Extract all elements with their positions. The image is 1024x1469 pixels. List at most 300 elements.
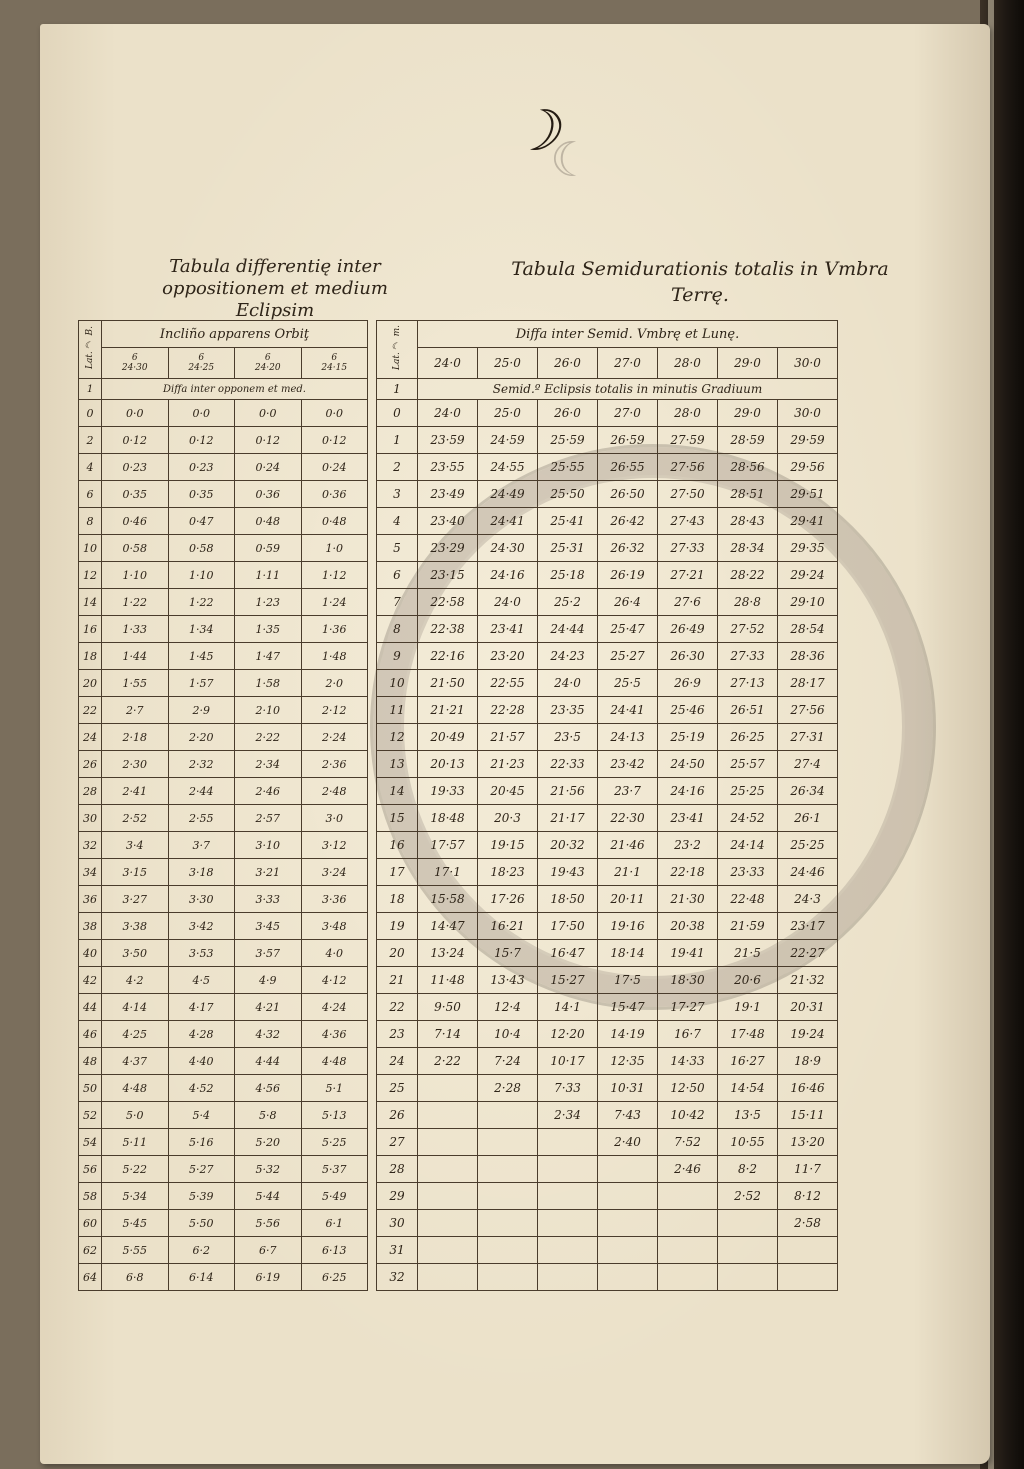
table-cell: 5·32: [235, 1156, 302, 1183]
table-cell: 25·46: [658, 697, 718, 724]
table-cell: 17·27: [658, 994, 718, 1021]
table-cell: 20·31: [778, 994, 838, 1021]
table-cell: 1·0: [301, 535, 368, 562]
table-row: [79, 616, 368, 643]
table-row: [377, 724, 838, 751]
table-cell: [598, 1210, 658, 1237]
table-row: [79, 1129, 368, 1156]
table-row: [377, 1129, 838, 1156]
row-latitude: 6: [79, 481, 102, 508]
table-cell: 2·48: [301, 778, 368, 805]
table-cell: 24·30: [478, 535, 538, 562]
column-header: 26·0: [538, 348, 598, 379]
table-cell: 19·1: [718, 994, 778, 1021]
row-latitude: 22: [377, 994, 418, 1021]
table-cell: 19·15: [478, 832, 538, 859]
row-latitude: 7: [377, 589, 418, 616]
table-cell: 21·21: [418, 697, 478, 724]
table-cell: 29·35: [778, 535, 838, 562]
table-cell: 25·55: [538, 454, 598, 481]
row-latitude: 34: [79, 859, 102, 886]
table-cell: 4·32: [235, 1021, 302, 1048]
table-cell: 26·51: [718, 697, 778, 724]
table-cell: 2·46: [658, 1156, 718, 1183]
row-latitude: 6: [377, 562, 418, 589]
row-latitude: 20: [79, 670, 102, 697]
table-cell: 20·49: [418, 724, 478, 751]
table-cell: 23·29: [418, 535, 478, 562]
moon-symbol: ☽: [510, 99, 561, 164]
table-cell: 7·33: [538, 1075, 598, 1102]
table-cell: 2·58: [778, 1210, 838, 1237]
table-cell: 25·47: [598, 616, 658, 643]
table-cell: 23·40: [418, 508, 478, 535]
table-cell: 13·24: [418, 940, 478, 967]
table-cell: 17·50: [538, 913, 598, 940]
table-cell: 5·39: [168, 1183, 235, 1210]
row-latitude: 8: [377, 616, 418, 643]
table-cell: 7·43: [598, 1102, 658, 1129]
row-latitude: 16: [79, 616, 102, 643]
table-row: [79, 1075, 368, 1102]
table-cell: [418, 1129, 478, 1156]
table-cell: 0·12: [168, 427, 235, 454]
table-cell: 2·10: [235, 697, 302, 724]
table-cell: 23·42: [598, 751, 658, 778]
table-cell: 25·31: [538, 535, 598, 562]
table-row: [79, 697, 368, 724]
table-cell: [718, 1210, 778, 1237]
table-cell: [658, 1264, 718, 1291]
table-cell: 1·35: [235, 616, 302, 643]
table-cell: 3·53: [168, 940, 235, 967]
table-cell: 20·32: [538, 832, 598, 859]
semiduration-table: [376, 320, 838, 1291]
table-cell: 20·11: [598, 886, 658, 913]
table-row: [79, 805, 368, 832]
table-cell: 29·10: [778, 589, 838, 616]
row-latitude: 9: [377, 643, 418, 670]
table-cell: 23·7: [598, 778, 658, 805]
row-latitude: 26: [377, 1102, 418, 1129]
table-cell: 27·0: [598, 400, 658, 427]
table-cell: 5·50: [168, 1210, 235, 1237]
table-cell: 10·4: [478, 1021, 538, 1048]
table-cell: 5·49: [301, 1183, 368, 1210]
table-cell: 10·17: [538, 1048, 598, 1075]
table-cell: 21·1: [598, 859, 658, 886]
table-cell: 14·54: [718, 1075, 778, 1102]
table-cell: [478, 1129, 538, 1156]
row-latitude: 4: [79, 454, 102, 481]
table-cell: 25·25: [718, 778, 778, 805]
row-latitude: 26: [79, 751, 102, 778]
table-cell: 4·36: [301, 1021, 368, 1048]
table-row: [377, 427, 838, 454]
table-row: [377, 913, 838, 940]
table-cell: 4·17: [168, 994, 235, 1021]
table-cell: 24·46: [778, 859, 838, 886]
row-latitude: 28: [79, 778, 102, 805]
table-cell: 28·43: [718, 508, 778, 535]
table-cell: 5·44: [235, 1183, 302, 1210]
table-cell: 18·50: [538, 886, 598, 913]
row-latitude: 10: [79, 535, 102, 562]
table-cell: 27·21: [658, 562, 718, 589]
table-cell: [538, 1129, 598, 1156]
table-cell: 5·11: [102, 1129, 169, 1156]
table-cell: 6·8: [102, 1264, 169, 1291]
table-cell: 23·41: [658, 805, 718, 832]
table-cell: 27·6: [658, 589, 718, 616]
column-header: [168, 348, 235, 379]
table-cell: 3·38: [102, 913, 169, 940]
table-row: [79, 508, 368, 535]
left-header-title: Incliño apparens Orbiţ: [102, 321, 368, 348]
row-latitude: 21: [377, 967, 418, 994]
table-cell: 5·37: [301, 1156, 368, 1183]
table-cell: [658, 1210, 718, 1237]
table-cell: 25·41: [538, 508, 598, 535]
table-cell: [538, 1264, 598, 1291]
table-cell: 2·57: [235, 805, 302, 832]
table-cell: 24·3: [778, 886, 838, 913]
table-cell: 3·7: [168, 832, 235, 859]
table-cell: 17·48: [718, 1021, 778, 1048]
table-cell: 24·0: [418, 400, 478, 427]
table-cell: 24·50: [658, 751, 718, 778]
table-cell: 17·26: [478, 886, 538, 913]
table-cell: [598, 1264, 658, 1291]
table-cell: 5·25: [301, 1129, 368, 1156]
table-row: [377, 643, 838, 670]
table-cell: 2·55: [168, 805, 235, 832]
left-subheader-label: Diffa inter opponem et med.: [102, 379, 368, 400]
table-cell: 4·28: [168, 1021, 235, 1048]
table-row: [377, 616, 838, 643]
table-cell: 26·9: [658, 670, 718, 697]
table-cell: 15·11: [778, 1102, 838, 1129]
table-cell: 28·17: [778, 670, 838, 697]
table-cell: 4·52: [168, 1075, 235, 1102]
row-latitude: 14: [377, 778, 418, 805]
table-cell: 5·1: [301, 1075, 368, 1102]
table-cell: 4·44: [235, 1048, 302, 1075]
table-cell: 2·22: [418, 1048, 478, 1075]
table-cell: 22·55: [478, 670, 538, 697]
table-cell: 18·9: [778, 1048, 838, 1075]
table-cell: 0·0: [235, 400, 302, 427]
table-cell: 21·30: [658, 886, 718, 913]
table-cell: 20·13: [418, 751, 478, 778]
table-cell: 2·7: [102, 697, 169, 724]
table-row: [377, 1075, 838, 1102]
table-cell: [418, 1237, 478, 1264]
table-row: [79, 778, 368, 805]
table-row: [377, 454, 838, 481]
table-cell: 4·40: [168, 1048, 235, 1075]
table-cell: 4·2: [102, 967, 169, 994]
table-cell: 1·22: [168, 589, 235, 616]
table-cell: 28·59: [718, 427, 778, 454]
table-cell: 19·16: [598, 913, 658, 940]
table-cell: 0·12: [235, 427, 302, 454]
table-row: [79, 859, 368, 886]
table-cell: 2·30: [102, 751, 169, 778]
table-cell: 1·47: [235, 643, 302, 670]
table-cell: [478, 1210, 538, 1237]
table-cell: 23·20: [478, 643, 538, 670]
table-cell: 27·59: [658, 427, 718, 454]
row-latitude: 54: [79, 1129, 102, 1156]
table-cell: 1·22: [102, 589, 169, 616]
table-cell: 28·36: [778, 643, 838, 670]
table-cell: 26·30: [658, 643, 718, 670]
table-cell: 24·23: [538, 643, 598, 670]
row-latitude: 5: [377, 535, 418, 562]
table-cell: 21·23: [478, 751, 538, 778]
table-row: [377, 778, 838, 805]
table-cell: 2·44: [168, 778, 235, 805]
table-cell: 6·7: [235, 1237, 302, 1264]
row-latitude: 50: [79, 1075, 102, 1102]
table-cell: 20·45: [478, 778, 538, 805]
table-cell: 13·20: [778, 1129, 838, 1156]
table-cell: 27·56: [658, 454, 718, 481]
table-cell: 0·12: [301, 427, 368, 454]
row-latitude: 19: [377, 913, 418, 940]
column-header-value: 6: [198, 353, 205, 363]
table-cell: 20·3: [478, 805, 538, 832]
table-cell: 12·20: [538, 1021, 598, 1048]
row-latitude: 31: [377, 1237, 418, 1264]
table-cell: 2·41: [102, 778, 169, 805]
column-header: 25·0: [478, 348, 538, 379]
column-header-value: 6: [131, 353, 138, 363]
table-cell: 5·34: [102, 1183, 169, 1210]
table-cell: 25·57: [718, 751, 778, 778]
right-header-title: Diffa inter Semid. Vmbrę et Lunę.: [418, 321, 838, 348]
table-cell: 2·12: [301, 697, 368, 724]
table-cell: 22·48: [718, 886, 778, 913]
row-latitude: 44: [79, 994, 102, 1021]
table-cell: 10·42: [658, 1102, 718, 1129]
table-cell: 3·30: [168, 886, 235, 913]
table-cell: 26·0: [538, 400, 598, 427]
table-cell: 3·21: [235, 859, 302, 886]
table-cell: 6·13: [301, 1237, 368, 1264]
table-cell: [418, 1210, 478, 1237]
table-row: [377, 805, 838, 832]
table-cell: 2·34: [538, 1102, 598, 1129]
table-cell: 2·36: [301, 751, 368, 778]
table-cell: 27·50: [658, 481, 718, 508]
table-cell: 0·23: [102, 454, 169, 481]
table-cell: 22·38: [418, 616, 478, 643]
table-cell: 15·47: [598, 994, 658, 1021]
table-cell: 1·58: [235, 670, 302, 697]
table-cell: 2·46: [235, 778, 302, 805]
table-cell: 17·57: [418, 832, 478, 859]
table-cell: 2·9: [168, 697, 235, 724]
table-cell: 19·33: [418, 778, 478, 805]
table-cell: 13·5: [718, 1102, 778, 1129]
table-cell: 4·14: [102, 994, 169, 1021]
table-row: [377, 886, 838, 913]
table-cell: 5·4: [168, 1102, 235, 1129]
table-cell: 13·43: [478, 967, 538, 994]
table-row: [79, 481, 368, 508]
row-latitude: 42: [79, 967, 102, 994]
table-cell: [538, 1183, 598, 1210]
table-cell: 24·41: [478, 508, 538, 535]
table-cell: 25·2: [538, 589, 598, 616]
right-table-title: Tabula Semidurationis totalis in Vmbra Terrę.: [511, 258, 889, 306]
table-cell: 4·9: [235, 967, 302, 994]
table-cell: 21·17: [538, 805, 598, 832]
row-latitude: 48: [79, 1048, 102, 1075]
table-row: [377, 751, 838, 778]
table-cell: 22·30: [598, 805, 658, 832]
row-latitude: 2: [79, 427, 102, 454]
table-cell: 1·12: [301, 562, 368, 589]
row-latitude: 30: [377, 1210, 418, 1237]
table-row: [79, 724, 368, 751]
row-latitude: 18: [79, 643, 102, 670]
table-cell: 24·0: [538, 670, 598, 697]
row-latitude: 17: [377, 859, 418, 886]
table-cell: [598, 1156, 658, 1183]
table-cell: 22·58: [418, 589, 478, 616]
table-row: [377, 859, 838, 886]
table-cell: [478, 1264, 538, 1291]
table-cell: 2·40: [598, 1129, 658, 1156]
table-cell: 0·48: [301, 508, 368, 535]
table-cell: 22·16: [418, 643, 478, 670]
table-cell: 1·48: [301, 643, 368, 670]
table-row: [79, 1156, 368, 1183]
column-header: [102, 348, 169, 379]
table-cell: 26·25: [718, 724, 778, 751]
table-cell: 1·11: [235, 562, 302, 589]
column-header-value: 6: [264, 353, 271, 363]
table-cell: 8·12: [778, 1183, 838, 1210]
table-cell: 0·59: [235, 535, 302, 562]
table-cell: 3·42: [168, 913, 235, 940]
table-cell: 26·59: [598, 427, 658, 454]
table-cell: 0·23: [168, 454, 235, 481]
table-cell: 28·8: [718, 589, 778, 616]
table-cell: 24·16: [658, 778, 718, 805]
table-cell: 5·0: [102, 1102, 169, 1129]
table-cell: 6·25: [301, 1264, 368, 1291]
table-cell: 22·28: [478, 697, 538, 724]
table-cell: 3·4: [102, 832, 169, 859]
row-latitude: 12: [377, 724, 418, 751]
table-cell: [658, 1237, 718, 1264]
table-row: [79, 562, 368, 589]
row-latitude: 2: [377, 454, 418, 481]
row-latitude: 0: [79, 400, 102, 427]
row-latitude: 28: [377, 1156, 418, 1183]
table-cell: 2·28: [478, 1075, 538, 1102]
table-cell: 25·5: [598, 670, 658, 697]
table-cell: 3·10: [235, 832, 302, 859]
table-cell: 27·33: [658, 535, 718, 562]
table-cell: 14·47: [418, 913, 478, 940]
table-row: [79, 643, 368, 670]
table-cell: 6·14: [168, 1264, 235, 1291]
table-cell: 5·16: [168, 1129, 235, 1156]
row-latitude: 23: [377, 1021, 418, 1048]
table-cell: 1·44: [102, 643, 169, 670]
table-cell: 26·32: [598, 535, 658, 562]
table-cell: 0·0: [102, 400, 169, 427]
table-cell: 20·38: [658, 913, 718, 940]
table-row: [377, 589, 838, 616]
table-cell: 29·41: [778, 508, 838, 535]
table-cell: 14·1: [538, 994, 598, 1021]
table-cell: 26·19: [598, 562, 658, 589]
table-cell: 25·27: [598, 643, 658, 670]
table-cell: 21·57: [478, 724, 538, 751]
table-cell: 21·5: [718, 940, 778, 967]
moon-bleed-through: ☾: [550, 132, 594, 188]
column-header-sub: 24·30: [121, 363, 148, 373]
table-cell: [418, 1102, 478, 1129]
table-cell: 12·4: [478, 994, 538, 1021]
row-latitude: 1: [377, 427, 418, 454]
table-cell: 27·56: [778, 697, 838, 724]
table-cell: 30·0: [778, 400, 838, 427]
table-cell: 2·24: [301, 724, 368, 751]
table-cell: 5·56: [235, 1210, 302, 1237]
column-header: 29·0: [718, 348, 778, 379]
table-cell: [718, 1237, 778, 1264]
table-cell: 10·55: [718, 1129, 778, 1156]
row-latitude: 40: [79, 940, 102, 967]
table-cell: 17·5: [598, 967, 658, 994]
table-cell: 27·13: [718, 670, 778, 697]
row-latitude: 38: [79, 913, 102, 940]
table-cell: 0·36: [301, 481, 368, 508]
table-cell: 16·47: [538, 940, 598, 967]
table-cell: 5·8: [235, 1102, 302, 1129]
table-cell: 29·24: [778, 562, 838, 589]
table-cell: 5·20: [235, 1129, 302, 1156]
table-cell: 21·59: [718, 913, 778, 940]
table-cell: 3·48: [301, 913, 368, 940]
table-cell: 1·55: [102, 670, 169, 697]
table-cell: 5·22: [102, 1156, 169, 1183]
table-cell: 3·45: [235, 913, 302, 940]
table-row: [377, 832, 838, 859]
table-cell: 16·7: [658, 1021, 718, 1048]
table-cell: 0·46: [102, 508, 169, 535]
table-cell: 16·21: [478, 913, 538, 940]
table-cell: 1·24: [301, 589, 368, 616]
table-cell: 24·44: [538, 616, 598, 643]
row-latitude: 52: [79, 1102, 102, 1129]
row-latitude: 18: [377, 886, 418, 913]
table-cell: 9·50: [418, 994, 478, 1021]
table-cell: 22·18: [658, 859, 718, 886]
table-cell: 23·35: [538, 697, 598, 724]
table-cell: 1·33: [102, 616, 169, 643]
row-latitude: 13: [377, 751, 418, 778]
table-cell: [478, 1156, 538, 1183]
table-cell: 23·41: [478, 616, 538, 643]
